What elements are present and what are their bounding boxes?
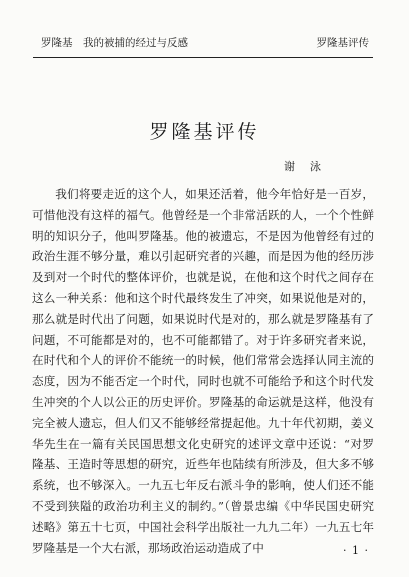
running-header-left: 罗隆基 我的被捕的经过与反感 (41, 37, 188, 49)
article-author: 谢 泳 (284, 160, 323, 173)
body-paragraph: 我们将要走近的这个人，如果还活着，他今年恰好是一百岁，可惜他没有这样的福气。他曾经是一个非常活跃的人，一个个性鲜明的知识分子，他叫罗隆基。他的被遗忘，不是因为他曾经有过的政治生涯不够分量，难以引起研究者的兴趣，而是因为他的经历涉及到对一个时代的整体评价，也就是说，在他和这个时代之间存在这么一种关系：他和这个时代最终发生了冲突，如果说他是对的，那么就是时代出了问题，如果说时代是对的，那么就是罗隆基有了问题，不可能都是对的，也不可能都错了。对于许多研究者来说，在时代和个人的评价不能统一的时候，他们常常会选择认同主流的态度，因为不能否定一个时代，同时也就不可能给予和这个时代发生冲突的个人以公正的历史评价。罗隆基的命运就是这样，他没有完全被人遗忘，但人们又不能够经常提起他。九十年代初期，姜义华先生在一篇有关民国思想文化史研究的述评文章中还说：“对罗隆基、王造时等思想的研究，近些年也陆续有所涉及，但大多不够系统，也不够深入。一九五七年反右派斗争的影响，使人们还不能不受到狭隘的政治功利主义的制约。”（曾景忠编《中华民国史研究述略》第五十七页，中国社会科学出版社一九九二年）一九五七年罗隆基是一个大右派，那场政治运动造成了中 (32, 187, 374, 555)
article-title: 罗隆基评传 (149, 121, 260, 143)
page-number: · 1 · (343, 544, 369, 557)
running-header-right: 罗隆基评传 (316, 37, 369, 49)
header-divider (33, 57, 373, 58)
running-header (33, 34, 373, 52)
